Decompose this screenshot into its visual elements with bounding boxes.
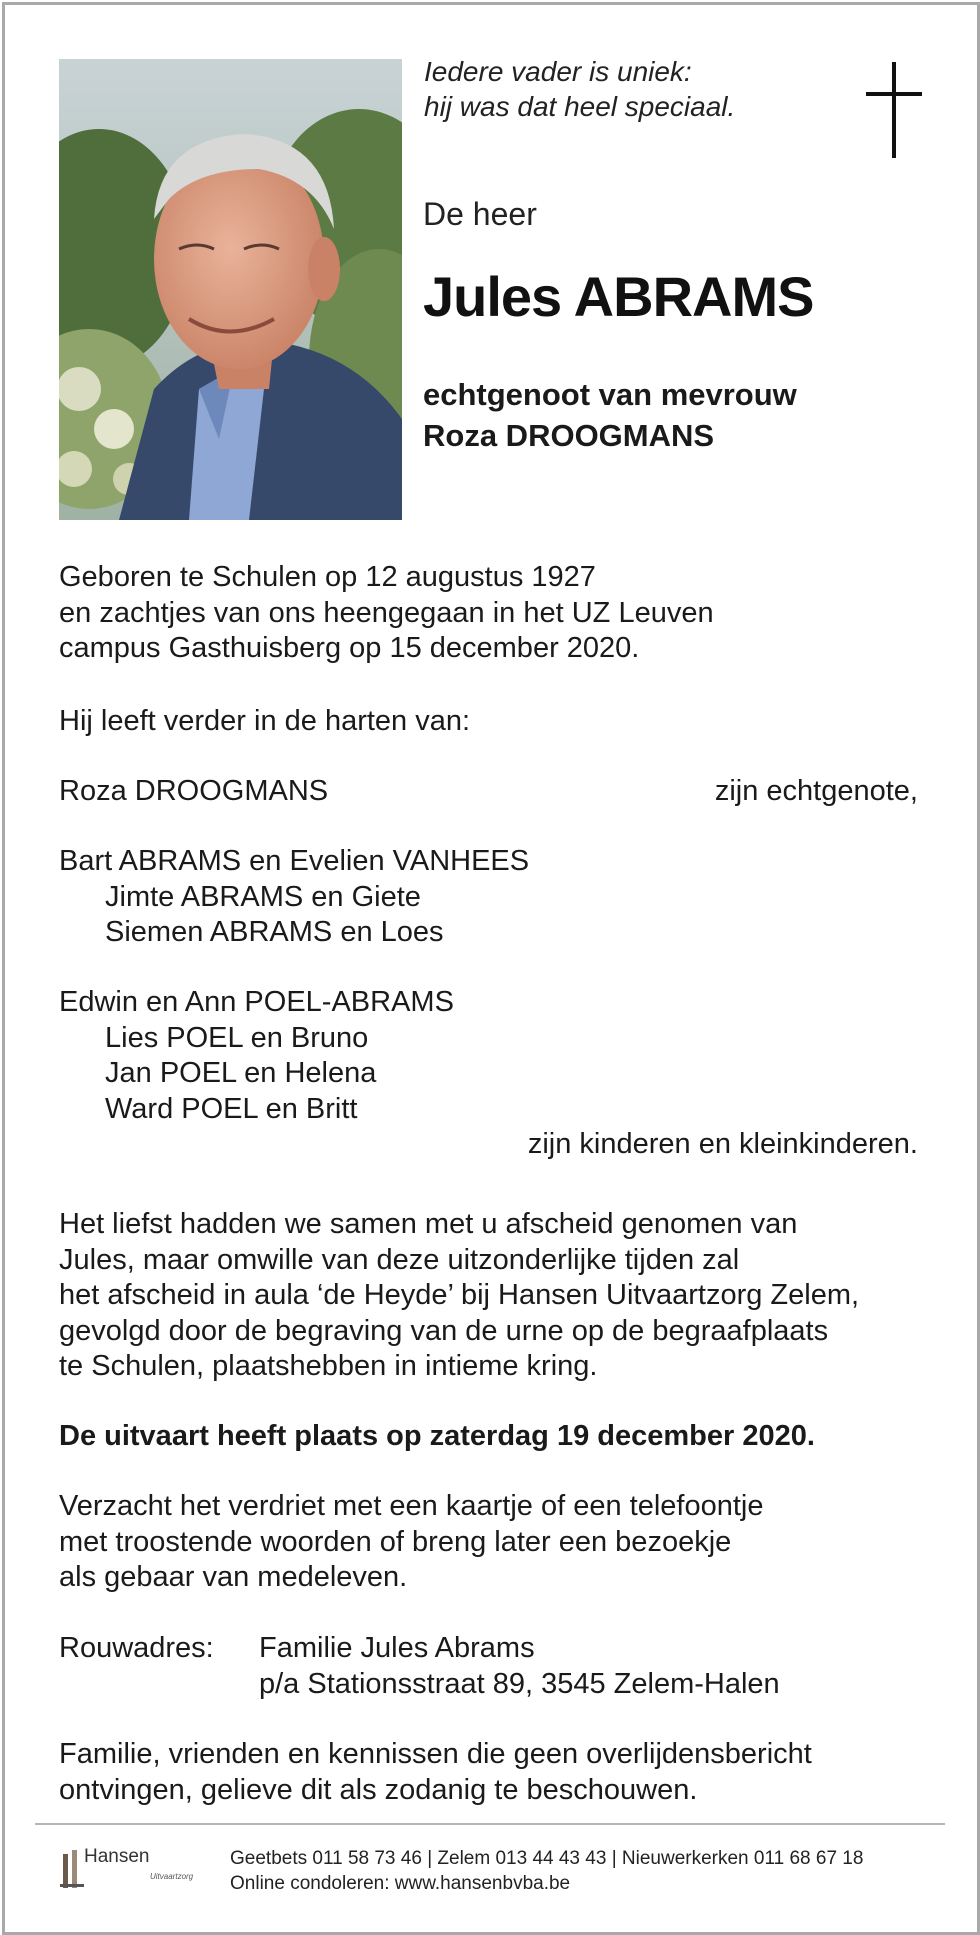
text-line: Jules, maar omwille van deze uitzonderlijke tijden zal [59, 1243, 740, 1276]
footer-divider [35, 1823, 945, 1825]
text-line: met troostende woorden of breng later een bezoekje [59, 1525, 732, 1558]
footer-online[interactable]: Online condoleren: www.hansenbvba.be [230, 1873, 571, 1894]
text-line: Verzacht het verdriet met een kaartje of een telefoontje [59, 1490, 764, 1522]
children-role: zijn kinderen en kleinkinderen. [527, 1128, 918, 1160]
cross-icon [866, 62, 922, 158]
logo-subtitle: Uitvaartzorg [150, 1872, 194, 1881]
spouse-line-1: echtgenoot van mevrouw [423, 377, 797, 412]
text-line: ontvingen, gelieve dit als zodanig te beschouwen. [59, 1773, 698, 1806]
text-line: en zachtjes van ons heengegaan in het UZ Leuven [59, 596, 714, 629]
logo-mark-icon [60, 1846, 84, 1890]
motto-line: Iedere vader is uniek: [424, 56, 692, 87]
text-line: campus Gasthuisberg op 15 december 2020. [59, 632, 640, 664]
text-line: als gebaar van medeleven. [59, 1561, 408, 1593]
comfort-paragraph [59, 1489, 763, 1596]
text-line: te Schulen, plaatshebben in intieme kring. [59, 1350, 598, 1382]
address-block [259, 1631, 780, 1702]
text-line: Familie, vrienden en kennissen die geen overlijdensbericht [59, 1738, 812, 1770]
address-label: Rouwadres: [59, 1632, 214, 1664]
funeral-date: De uitvaart heeft plaats op zaterdag 19 december 2020. [59, 1420, 815, 1452]
family-group-1 [59, 844, 529, 951]
grandchild-name: Jimte ABRAMS en Giete [105, 880, 421, 913]
birth-death-text [59, 560, 714, 667]
footer-contact [230, 1846, 863, 1896]
grandchild-name: Ward POEL en Britt [105, 1092, 358, 1125]
intro-text: Hij leeft verder in de harten van: [59, 705, 471, 737]
spouse-name: Roza DROOGMANS [59, 775, 329, 807]
address-line: p/a Stationsstraat 89, 3545 Zelem-Halen [259, 1667, 780, 1700]
text-line: gevolgd door de begraving van de urne op de begraafplaats [59, 1314, 829, 1347]
grandchild-name: Siemen ABRAMS en Loes [105, 916, 444, 948]
footer-phones: Geetbets 011 58 73 46 | Zelem 013 44 43 43 | Nieuwerkerken 011 68 67 18 [230, 1848, 864, 1869]
spouse-line [423, 374, 797, 456]
address-line: Familie Jules Abrams [259, 1632, 535, 1664]
child-name: Bart ABRAMS en Evelien VANHEES [59, 845, 530, 877]
farewell-paragraph [59, 1207, 859, 1385]
motto [424, 54, 735, 124]
motto-line: hij was dat heel speciaal. [424, 91, 736, 122]
text-line: Het liefst hadden we samen met u afscheid genomen van [59, 1208, 798, 1240]
text-line: Geboren te Schulen op 12 augustus 1927 [59, 561, 596, 593]
notice-paragraph [59, 1737, 812, 1808]
grandchild-name: Lies POEL en Bruno [105, 1021, 369, 1054]
logo-name: Hansen [84, 1846, 150, 1867]
grandchild-name: Jan POEL en Helena [105, 1057, 377, 1089]
deceased-name: Jules ABRAMS [423, 265, 814, 328]
child-name: Edwin en Ann POEL-ABRAMS [59, 986, 454, 1018]
text-line: het afscheid in aula ‘de Heyde’ bij Hansen Uitvaartzorg Zelem, [59, 1279, 860, 1311]
portrait-photo [59, 59, 402, 520]
spouse-line-2: Roza DROOGMANS [423, 418, 715, 453]
family-group-2 [59, 985, 454, 1127]
spouse-role: zijn echtgenote, [714, 775, 918, 807]
salutation: De heer [423, 196, 537, 232]
hansen-logo [60, 1846, 200, 1892]
